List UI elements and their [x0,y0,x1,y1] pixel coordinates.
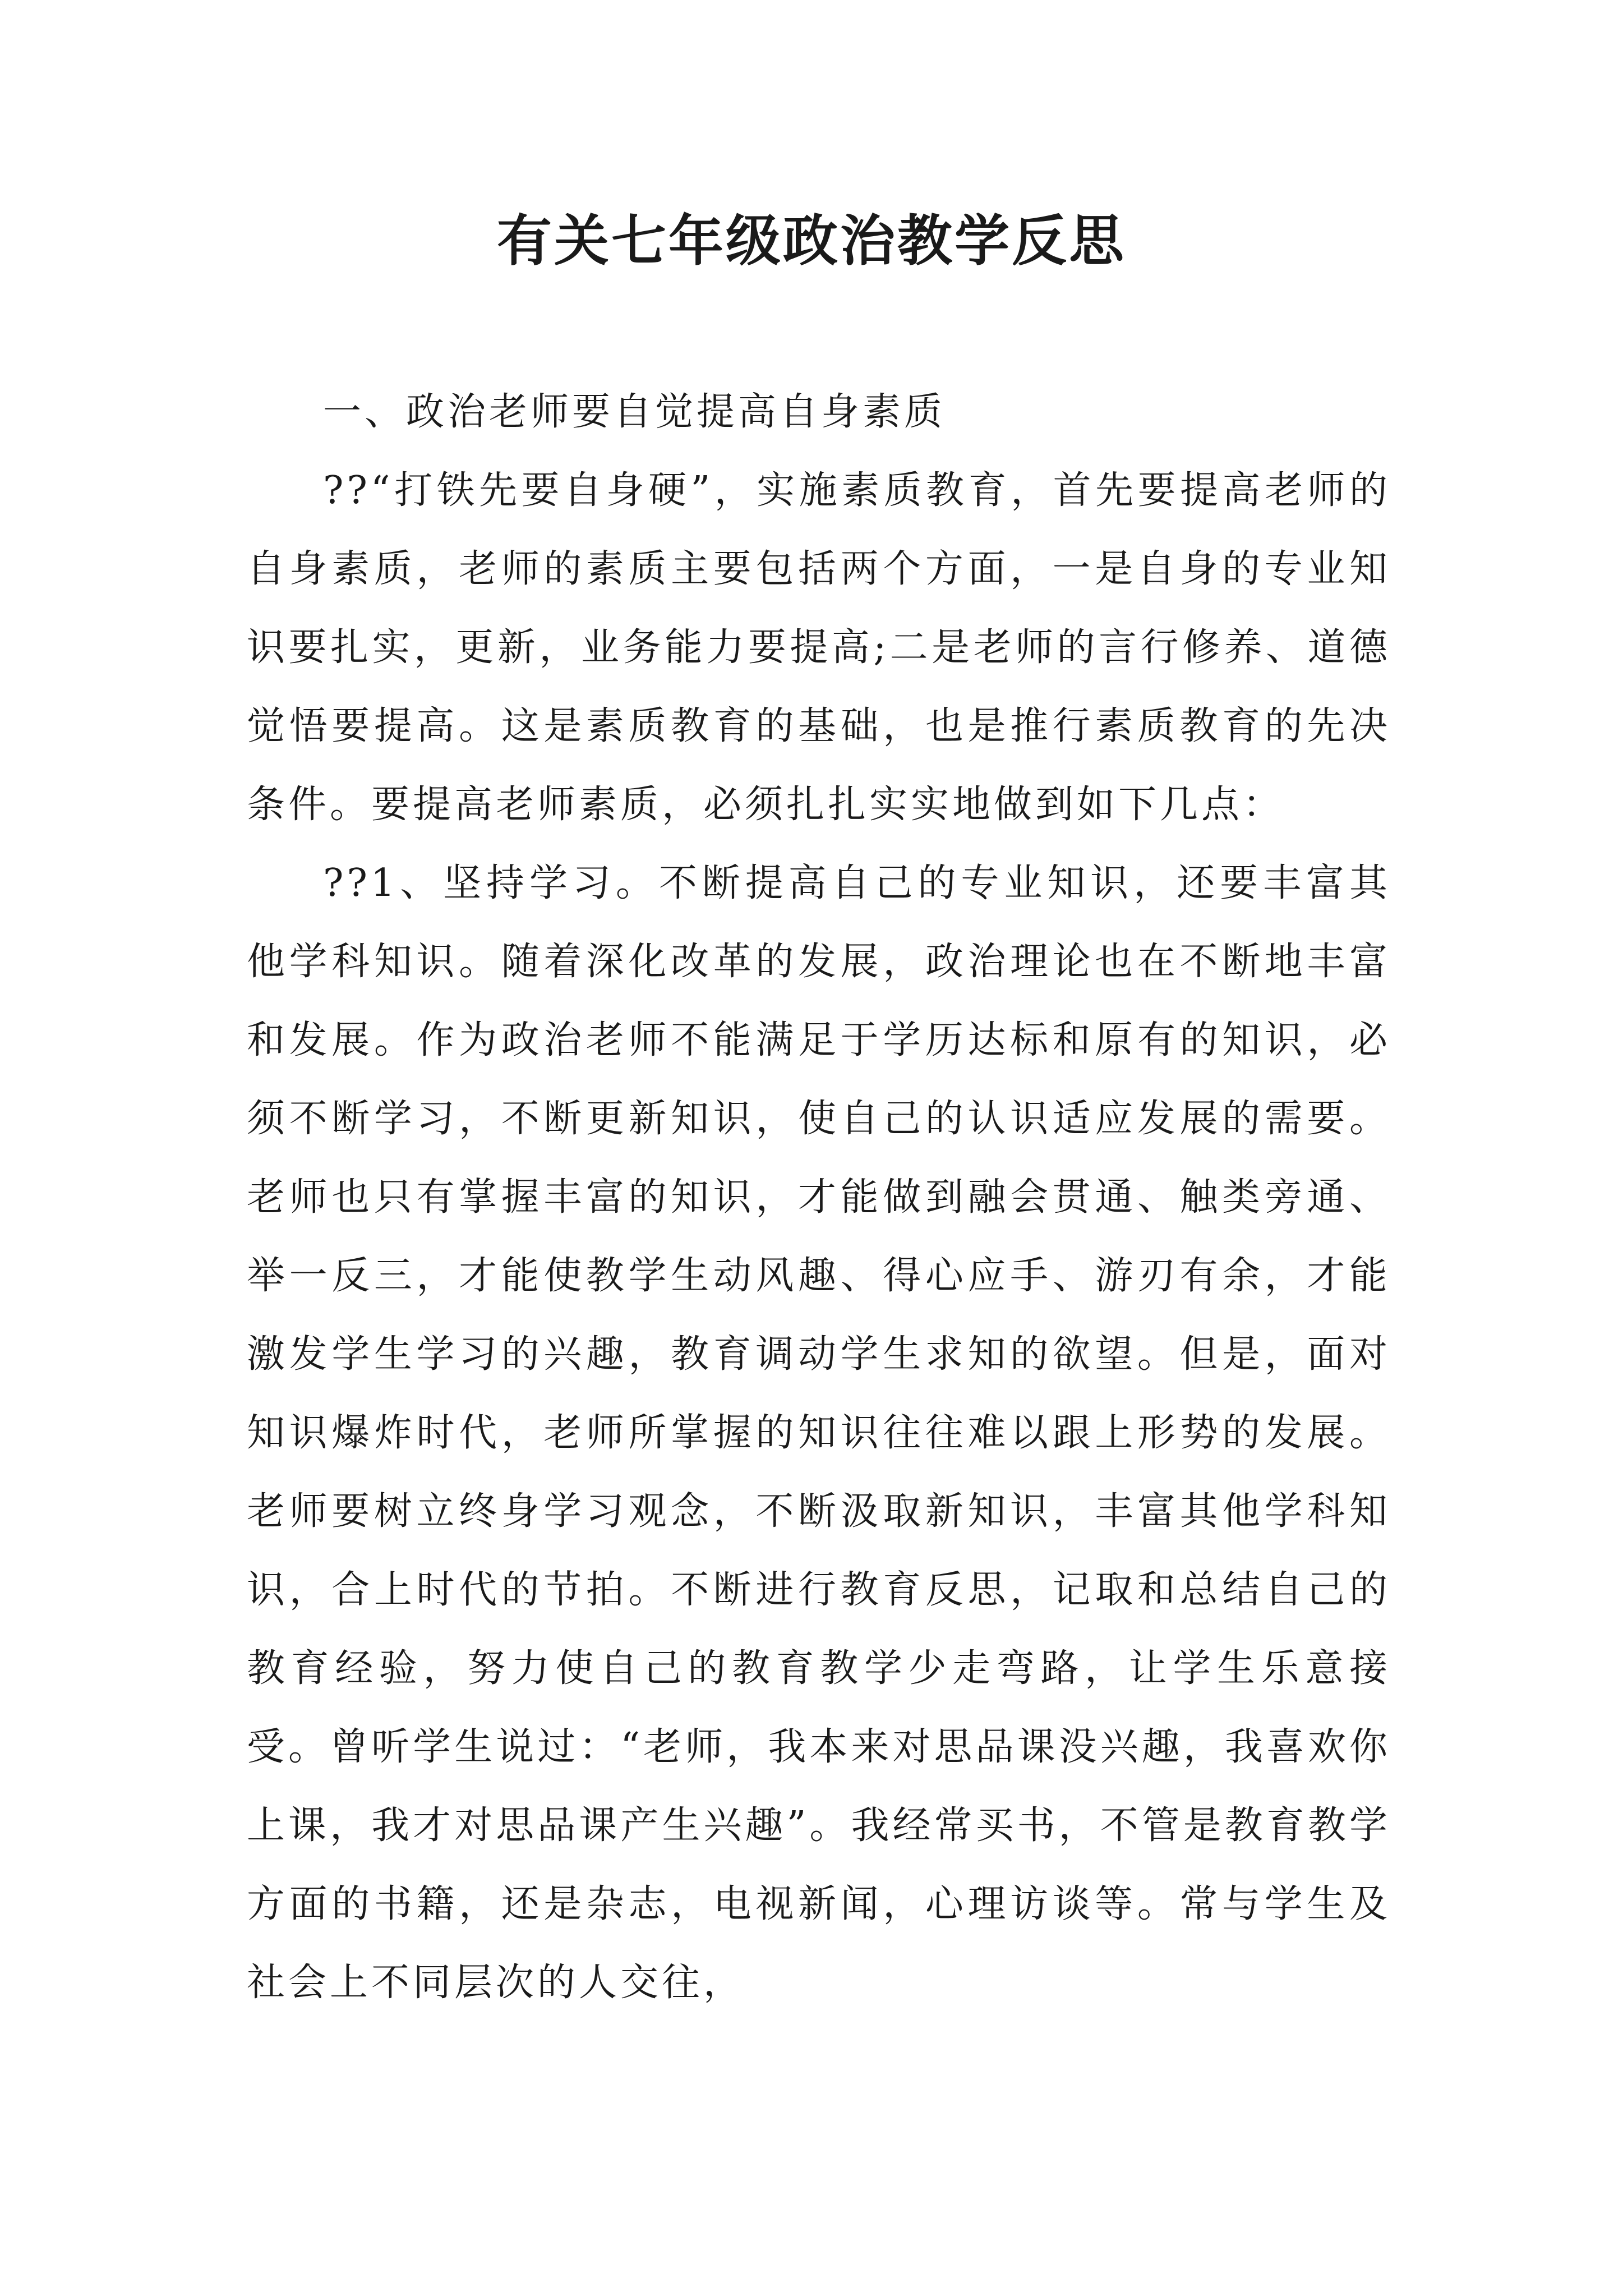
document-title: 有关七年级政治教学反思 [496,209,1126,273]
document-body [247,373,1391,2022]
paragraph-intro: ??“打铁先要自身硬”，实施素质教育，首先要提高老师的自身素质，老师的素质主要包括两个方面，一是自身的专业知识要扎实，更新，业务能力要提高;二是老师的言行修养、道德觉悟要提高。这是素质教育的基础，也是推行素质教育的先决条件。要提高老师素质，必须扎扎实实地做到如下几点： [247,468,1391,827]
paragraph-point-1: ??1、坚持学习。不断提高自己的专业知识，还要丰富其他学科知识。随着深化改革的发展，政治理论也在不断地丰富和发展。作为政治老师不能满足于学历达标和原有的知识，必须不断学习，不断更新知识，使自己的认识适应发展的需要。老师也只有掌握丰富的知识，才能做到融会贯通、触类旁通、举一反三，才能使教学生动风趣、得心应手、游刃有余，才能激发学生学习的兴趣，教育调动学生求知的欲望。但是，面对知识爆炸时代，老师所掌握的知识往往难以跟上形势的发展。老师要树立终身学习观念，不断汲取新知识，丰富其他学科知识，合上时代的节拍。不断进行教育反思，记取和总结自己的教育经验，努力使自己的教育教学少走弯路，让学生乐意接受。曾听学生说过：“老师，我本来对思品课没兴趣，我喜欢你上课，我才对思品课产生兴趣”。我经常买书，不管是教育教学方面的书籍，还是杂志，电视新闻，心理访谈等。常与学生及社会上不同层次的人交往， [247,861,1391,2005]
section-heading: 一、政治老师要自觉提高自身素质 [323,390,946,434]
